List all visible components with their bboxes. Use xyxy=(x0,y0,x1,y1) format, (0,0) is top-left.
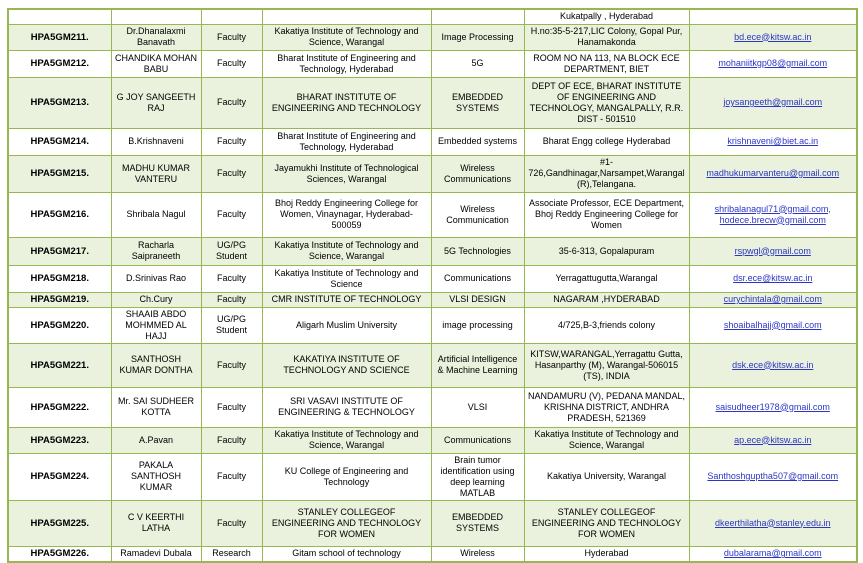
email-link[interactable]: bd.ece@kitsw.ac.in xyxy=(734,31,812,42)
research-area-cell: 5G xyxy=(431,50,524,77)
registrant-id-cell: HPA5GM221. xyxy=(8,343,111,387)
email-link[interactable]: dkeerthilatha@stanley.edu.in xyxy=(714,517,831,528)
role-cell: Faculty xyxy=(201,128,262,155)
name-cell: SANTHOSH KUMAR DONTHA xyxy=(111,343,201,387)
registrant-id-cell: HPA5GM218. xyxy=(8,265,111,292)
name-cell: Racharla Saipraneeth xyxy=(111,237,201,265)
role-cell: UG/PG Student xyxy=(201,237,262,265)
name-cell: Ramadevi Dubala xyxy=(111,546,201,562)
institution-cell: Jayamukhi Institute of Technological Sciences, Warangal xyxy=(262,155,431,192)
email-cell xyxy=(689,9,857,24)
institution-cell: Kakatiya Institute of Technology and Science, Warangal xyxy=(262,24,431,50)
table-row xyxy=(8,387,857,427)
registrant-id-cell: HPA5GM214. xyxy=(8,128,111,155)
email-link[interactable]: joysangeeth@gmail.com xyxy=(723,97,823,107)
institution-cell: Bharat Institute of Engineering and Technology, Hyderabad xyxy=(262,50,431,77)
registrant-id-cell xyxy=(8,9,111,24)
institution-cell: KAKATIYA INSTITUTE OF TECHNOLOGY AND SCIENCE xyxy=(262,343,431,387)
registrants-table-body xyxy=(8,9,857,562)
registrant-id-cell: HPA5GM213. xyxy=(8,77,111,128)
registrant-id-cell: HPA5GM216. xyxy=(8,192,111,237)
name-cell: B.Krishnaveni xyxy=(111,128,201,155)
name-cell: Mr. SAI SUDHEER KOTTA xyxy=(111,387,201,427)
role-cell: Faculty xyxy=(201,343,262,387)
email-link[interactable]: dsk.ece@kitsw.ac.in xyxy=(732,359,814,370)
table-row xyxy=(8,343,857,387)
email-cell xyxy=(689,155,857,192)
role-cell: Faculty xyxy=(201,155,262,192)
registrant-id-cell: HPA5GM224. xyxy=(8,453,111,500)
registrants-table xyxy=(7,8,858,563)
email-link[interactable]: Santhoshguptha507@gmail.com xyxy=(707,471,839,481)
registrant-id-cell: HPA5GM211. xyxy=(8,24,111,50)
table-row xyxy=(8,427,857,453)
name-cell: G JOY SANGEETH RAJ xyxy=(111,77,201,128)
email-link[interactable]: krishnaveni@biet.ac.in xyxy=(727,136,819,146)
address-cell: Hyderabad xyxy=(524,546,689,562)
email-cell xyxy=(689,77,857,128)
email-cell xyxy=(689,192,857,237)
name-cell: D.Srinivas Rao xyxy=(111,265,201,292)
email-link[interactable]: shribalanagul71@gmail.com, hodece.brecw@gmail.com xyxy=(714,203,831,225)
table-row xyxy=(8,24,857,50)
table-row xyxy=(8,192,857,237)
table-row xyxy=(8,307,857,343)
address-cell: Associate Professor, ECE Department, Bhoj Reddy Engineering College for Women xyxy=(524,192,689,237)
email-link[interactable]: mohaniitkgp08@gmail.com xyxy=(718,58,828,68)
email-cell xyxy=(689,453,857,500)
email-cell xyxy=(689,427,857,453)
registrant-id-cell: HPA5GM225. xyxy=(8,500,111,546)
institution-cell: Bhoj Reddy Engineering College for Women, Vinaynagar, Hyderabad-500059 xyxy=(262,192,431,237)
research-area-cell: Communications xyxy=(431,265,524,292)
table-row xyxy=(8,77,857,128)
name-cell: C V KEERTHI LATHA xyxy=(111,500,201,546)
email-cell xyxy=(689,500,857,546)
role-cell: UG/PG Student xyxy=(201,307,262,343)
institution-cell: STANLEY COLLEGEOF ENGINEERING AND TECHNOLOGY FOR WOMEN xyxy=(262,500,431,546)
email-cell xyxy=(689,128,857,155)
address-cell: 35-6-313, Gopalapuram xyxy=(524,237,689,265)
address-cell: 4/725,B-3,friends colony xyxy=(524,307,689,343)
registrant-id-cell: HPA5GM212. xyxy=(8,50,111,77)
name-cell: CHANDIKA MOHAN BABU xyxy=(111,50,201,77)
research-area-cell: VLSI xyxy=(431,387,524,427)
research-area-cell: Wireless Communication xyxy=(431,192,524,237)
table-row xyxy=(8,500,857,546)
table-row xyxy=(8,9,857,24)
name-cell: Dr.Dhanalaxmi Banavath xyxy=(111,24,201,50)
registrant-id-cell: HPA5GM219. xyxy=(8,292,111,307)
research-area-cell: image processing xyxy=(431,307,524,343)
address-cell: Kukatpally , Hyderabad xyxy=(524,9,689,24)
role-cell: Research xyxy=(201,546,262,562)
role-cell: Faculty xyxy=(201,500,262,546)
role-cell: Faculty xyxy=(201,427,262,453)
table-row xyxy=(8,292,857,307)
institution-cell xyxy=(262,9,431,24)
email-link[interactable]: madhukumarvanteru@gmail.com xyxy=(706,168,840,178)
email-cell xyxy=(689,387,857,427)
email-cell xyxy=(689,343,857,387)
research-area-cell xyxy=(431,9,524,24)
institution-cell: Bharat Institute of Engineering and Technology, Hyderabad xyxy=(262,128,431,155)
address-cell: Kakatiya Institute of Technology and Science, Warangal xyxy=(524,427,689,453)
name-cell: A.Pavan xyxy=(111,427,201,453)
registrants-table-container xyxy=(7,8,858,563)
institution-cell: Gitam school of technology xyxy=(262,546,431,562)
institution-cell: CMR INSTITUTE OF TECHNOLOGY xyxy=(262,292,431,307)
address-cell: H.no:35-5-217,LIC Colony, Gopal Pur, Hanamakonda xyxy=(524,24,689,50)
email-link[interactable]: ap.ece@kitsw.ac.in xyxy=(734,434,812,445)
research-area-cell: Image Processing xyxy=(431,24,524,50)
address-cell: DEPT OF ECE, BHARAT INSTITUTE OF ENGINEERING AND TECHNOLOGY, MANGALPALLY, R.R. DIST - 501510 xyxy=(524,77,689,128)
institution-cell: Kakatiya Institute of Technology and Science, Warangal xyxy=(262,237,431,265)
address-cell: NAGARAM ,HYDERABAD xyxy=(524,292,689,307)
registrant-id-cell: HPA5GM220. xyxy=(8,307,111,343)
email-link[interactable]: saisudheer1978@gmail.com xyxy=(715,401,830,412)
registrant-id-cell: HPA5GM223. xyxy=(8,427,111,453)
role-cell: Faculty xyxy=(201,24,262,50)
email-link[interactable]: shoaibalhajj@gmail.com xyxy=(723,319,822,330)
role-cell xyxy=(201,9,262,24)
address-cell: Bharat Engg college Hyderabad xyxy=(524,128,689,155)
table-row xyxy=(8,265,857,292)
registrant-id-cell: HPA5GM226. xyxy=(8,546,111,562)
registrant-id-cell: HPA5GM215. xyxy=(8,155,111,192)
name-cell: Ch.Cury xyxy=(111,292,201,307)
table-row xyxy=(8,155,857,192)
email-cell xyxy=(689,546,857,562)
name-cell: SHAAIB ABDO MOHMMED AL HAJJ xyxy=(111,307,201,343)
research-area-cell: 5G Technologies xyxy=(431,237,524,265)
address-cell: KITSW,WARANGAL,Yerragattu Gutta, Hasanparthy (M), Warangal-506015 (TS), INDIA xyxy=(524,343,689,387)
email-link[interactable]: dubalarama@gmail.com xyxy=(723,548,822,559)
institution-cell: Kakatiya Institute of Technology and Science, Warangal xyxy=(262,427,431,453)
email-cell xyxy=(689,24,857,50)
research-area-cell: EMBEDDED SYSTEMS xyxy=(431,77,524,128)
role-cell: Faculty xyxy=(201,453,262,500)
table-row xyxy=(8,453,857,500)
institution-cell: BHARAT INSTITUTE OF ENGINEERING AND TECHNOLOGY xyxy=(262,77,431,128)
role-cell: Faculty xyxy=(201,50,262,77)
research-area-cell: EMBEDDED SYSTEMS xyxy=(431,500,524,546)
name-cell: MADHU KUMAR VANTERU xyxy=(111,155,201,192)
table-row xyxy=(8,128,857,155)
table-row xyxy=(8,50,857,77)
institution-cell: KU College of Engineering and Technology xyxy=(262,453,431,500)
address-cell: NANDAMURU (V), PEDANA MANDAL, KRISHNA DISTRICT, ANDHRA PRADESH, 521369 xyxy=(524,387,689,427)
research-area-cell: VLSI DESIGN xyxy=(431,292,524,307)
name-cell: PAKALA SANTHOSH KUMAR xyxy=(111,453,201,500)
role-cell: Faculty xyxy=(201,192,262,237)
research-area-cell: Wireless Communications xyxy=(431,155,524,192)
institution-cell: Kakatiya Institute of Technology and Science xyxy=(262,265,431,292)
research-area-cell: Artificial Intelligence & Machine Learning xyxy=(431,343,524,387)
email-cell xyxy=(689,292,857,307)
address-cell: #1-726,Gandhinagar,Narsampet,Warangal (R),Telangana. xyxy=(524,155,689,192)
research-area-cell: Embedded systems xyxy=(431,128,524,155)
registrant-id-cell: HPA5GM222. xyxy=(8,387,111,427)
research-area-cell: Communications xyxy=(431,427,524,453)
table-row xyxy=(8,546,857,562)
email-cell xyxy=(689,50,857,77)
institution-cell: Aligarh Muslim University xyxy=(262,307,431,343)
table-row xyxy=(8,237,857,265)
address-cell: Yerragattugutta,Warangal xyxy=(524,265,689,292)
name-cell xyxy=(111,9,201,24)
email-link[interactable]: rspwgl@gmail.com xyxy=(734,245,811,256)
email-cell xyxy=(689,307,857,343)
role-cell: Faculty xyxy=(201,265,262,292)
address-cell: Kakatiya University, Warangal xyxy=(524,453,689,500)
email-cell xyxy=(689,237,857,265)
research-area-cell: Wireless xyxy=(431,546,524,562)
email-link[interactable]: curychintala@gmail.com xyxy=(723,294,822,304)
research-area-cell: Brain tumor identification using deep learning MATLAB xyxy=(431,453,524,500)
email-cell xyxy=(689,265,857,292)
registrant-id-cell: HPA5GM217. xyxy=(8,237,111,265)
address-cell: STANLEY COLLEGEOF ENGINEERING AND TECHNOLOGY FOR WOMEN xyxy=(524,500,689,546)
email-link[interactable]: dsr.ece@kitsw.ac.in xyxy=(733,273,813,283)
institution-cell: SRI VASAVI INSTITUTE OF ENGINEERING & TECHNOLOGY xyxy=(262,387,431,427)
role-cell: Faculty xyxy=(201,292,262,307)
address-cell: ROOM NO NA 113, NA BLOCK ECE DEPARTMENT, BIET xyxy=(524,50,689,77)
role-cell: Faculty xyxy=(201,77,262,128)
name-cell: Shribala Nagul xyxy=(111,192,201,237)
role-cell: Faculty xyxy=(201,387,262,427)
